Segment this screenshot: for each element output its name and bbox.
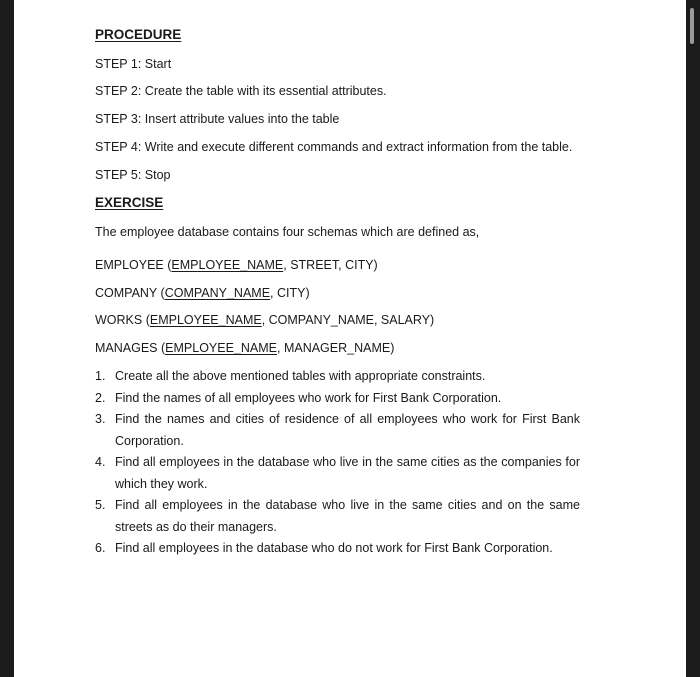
list-item [95, 366, 580, 388]
item-number: 4. [95, 455, 106, 469]
schema-table-name: MANAGES ( [95, 341, 166, 355]
schema-primary-key: EMPLOYEE_NAME [149, 313, 262, 327]
schema-attributes: , CITY) [270, 286, 310, 300]
schema-attributes: , MANAGER_NAME) [277, 341, 395, 355]
item-text: Create all the above mentioned tables with appropriate constraints. [115, 369, 486, 383]
step-4: STEP 4: Write and execute different commands and extract information from the table. [95, 140, 573, 154]
schema-manages [95, 340, 394, 356]
question-list [95, 366, 580, 560]
step-3: STEP 3: Insert attribute values into the table [95, 112, 340, 126]
list-item [95, 452, 580, 495]
schema-attributes: , STREET, CITY) [283, 258, 378, 272]
schema-table-name: WORKS ( [95, 313, 150, 327]
schema-table-name: EMPLOYEE ( [95, 258, 172, 272]
list-item [95, 388, 580, 410]
scrollbar-thumb[interactable] [690, 8, 694, 44]
schema-table-name: COMPANY ( [95, 286, 165, 300]
schema-works [95, 312, 434, 328]
item-text: Find the names and cities of residence of all employees who work for First Bank Corporation. [115, 412, 580, 448]
procedure-heading: PROCEDURE [95, 27, 182, 42]
schema-primary-key: EMPLOYEE_NAME [165, 341, 277, 355]
item-text: Find all employees in the database who live in the same cities and on the same streets as do their managers. [115, 498, 580, 534]
schema-company [95, 285, 310, 301]
item-number: 6. [95, 541, 106, 555]
item-text: Find all employees in the database who live in the same cities as the companies for which they work. [115, 455, 580, 491]
schema-attributes: , COMPANY_NAME, SALARY) [261, 313, 435, 327]
item-text: Find the names of all employees who work for First Bank Corporation. [115, 390, 502, 405]
list-item [95, 495, 580, 538]
schema-employee [95, 257, 378, 273]
schema-primary-key: EMPLOYEE_NAME [171, 258, 284, 272]
list-item [95, 538, 580, 560]
document-page [14, 0, 686, 677]
step-2: STEP 2: Create the table with its essential attributes. [95, 84, 387, 98]
step-1: STEP 1: Start [95, 57, 172, 71]
step-5: STEP 5: Stop [95, 168, 171, 182]
list-item [95, 409, 580, 452]
item-number: 3. [95, 412, 106, 426]
vertical-scrollbar[interactable] [686, 0, 698, 677]
exercise-heading: EXERCISE [95, 195, 164, 210]
item-number: 2. [95, 390, 106, 405]
item-number: 1. [95, 369, 106, 383]
exercise-intro: The employee database contains four schemas which are defined as, [95, 225, 480, 239]
item-number: 5. [95, 498, 106, 512]
item-text: Find all employees in the database who do not work for First Bank Corporation. [115, 541, 553, 555]
schema-primary-key: COMPANY_NAME [164, 286, 271, 300]
